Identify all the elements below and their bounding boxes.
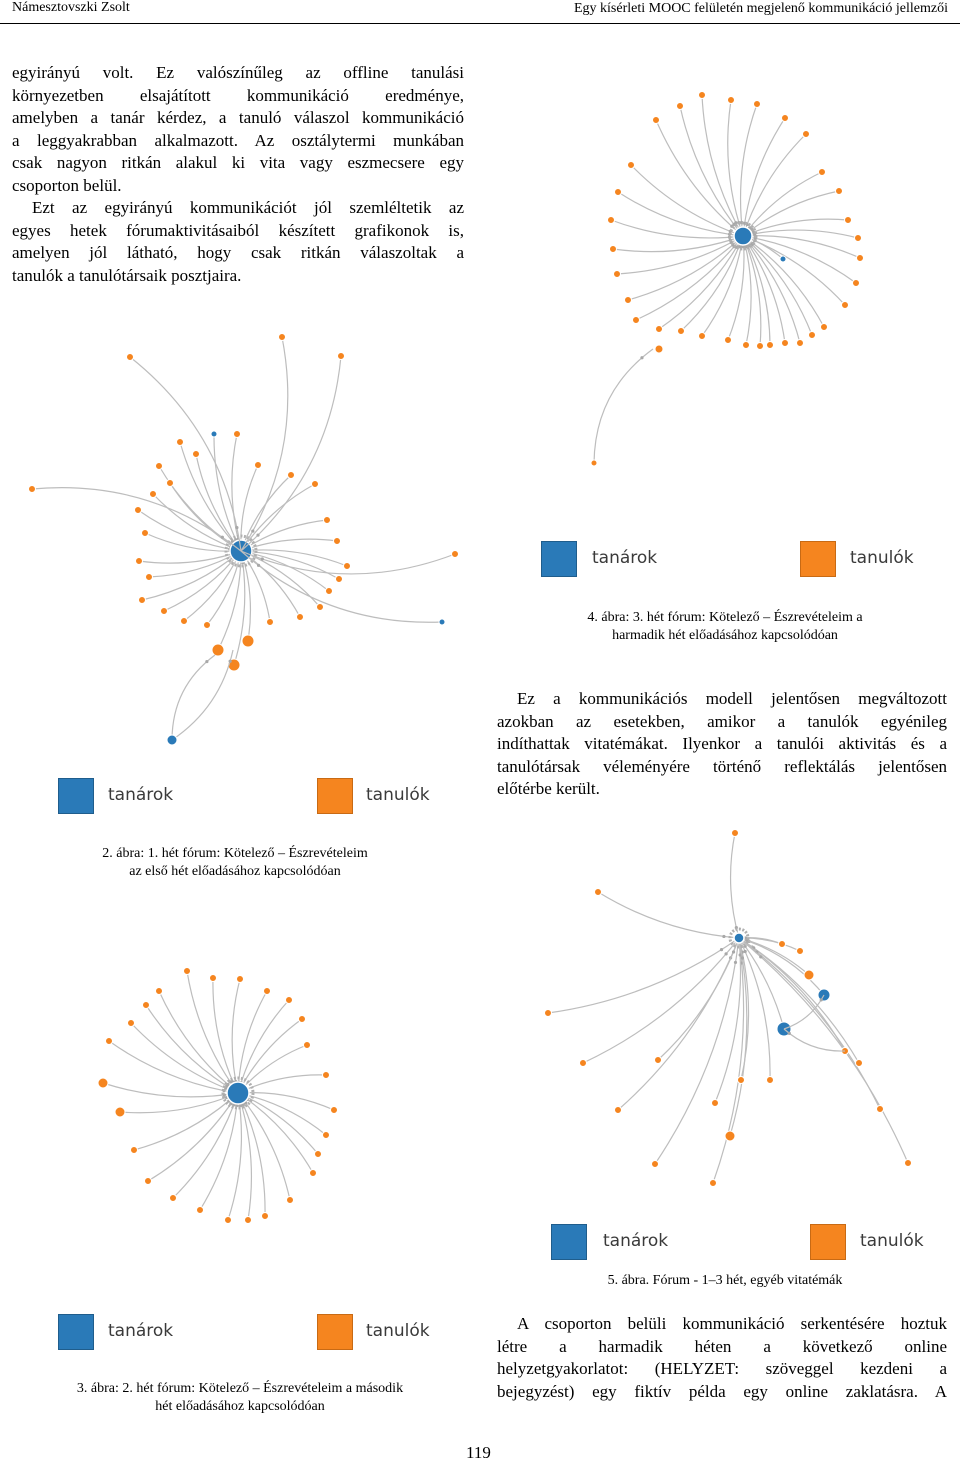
text-line: egyirányú volt. Ez valószínűleg az offline tanulási [12, 63, 464, 82]
student-node [288, 472, 295, 479]
student-node [204, 622, 211, 629]
student-node [743, 342, 750, 349]
fig2-legend-teacher-swatch [58, 778, 94, 814]
teacher-node [439, 619, 445, 625]
caption-line: 2. ábra: 1. hét fórum: Kötelező – Észrevételeim [102, 846, 368, 861]
student-node [225, 1217, 232, 1224]
student-node [210, 975, 217, 982]
student-node [150, 491, 157, 498]
network-edge [548, 938, 739, 1013]
edge-arrow [722, 935, 725, 938]
network-edge [139, 551, 241, 563]
student-node [299, 1016, 306, 1023]
student-node [580, 1060, 587, 1067]
student-node [725, 337, 732, 344]
student-node [334, 538, 341, 545]
student-node [797, 948, 804, 955]
student-node [167, 480, 174, 487]
student-node [161, 608, 168, 615]
student-node [877, 1106, 884, 1113]
edge-arrow [744, 950, 747, 953]
edge-arrow [725, 952, 728, 955]
figure-5-caption [560, 1272, 890, 1290]
header-title: Egy kísérleti MOOC felületén megjelenő kommunikáció jellemzői [573, 1, 948, 16]
fig4-legend-student-swatch [800, 541, 836, 577]
edge-arrow [820, 998, 823, 1001]
student-node [767, 1077, 774, 1084]
student-node [170, 1195, 177, 1202]
teacher-hub-node [734, 227, 752, 245]
student-node [193, 451, 200, 458]
student-node [312, 481, 319, 488]
student-node [297, 614, 304, 621]
student-node [677, 103, 684, 110]
caption-line: hét előadásához kapcsolódóan [155, 1399, 325, 1414]
fig4-legend-student-label: tanulók [850, 548, 914, 568]
figure-4-network [591, 92, 864, 467]
edge-arrow [235, 526, 238, 529]
student-node [106, 1038, 113, 1045]
text-line-content: Ezt az egyirányú kommunikációt jól szemléltetik az [32, 198, 464, 217]
network-edge [134, 1093, 238, 1150]
student-node [608, 217, 615, 224]
student-node [842, 302, 849, 309]
network-edge [731, 833, 739, 938]
network-edge [681, 236, 743, 331]
fig4-legend-teacher-swatch [541, 541, 577, 577]
fig2-legend-student-label: tanulók [366, 785, 430, 805]
edge-arrow [720, 948, 723, 951]
student-node [797, 340, 804, 347]
student-node [323, 1132, 330, 1139]
figure-3-caption [40, 1380, 440, 1416]
network-edge [594, 349, 653, 463]
text-line: előtérbe került. [497, 779, 600, 798]
student-node [304, 1042, 311, 1049]
student-node [545, 1010, 552, 1017]
figure-5-network [545, 830, 912, 1187]
edge-arrow [229, 660, 232, 663]
student-node [845, 217, 852, 224]
text-line: indíthattak vitatémákat. Ilyenkor a tanulói aktivitás és a [497, 734, 947, 753]
student-node [331, 1107, 338, 1114]
student-node [184, 968, 191, 975]
network-edge [739, 938, 908, 1163]
fig5-legend-teacher-label: tanárok [603, 1231, 669, 1251]
student-node [245, 1217, 252, 1224]
edge-arrow [734, 961, 737, 964]
edge-arrow [741, 956, 744, 959]
network-edge [784, 1029, 845, 1051]
student-node [234, 431, 241, 438]
student-node [836, 188, 843, 195]
network-edge [680, 106, 743, 236]
header-author: Námesztovszki Zsolt [12, 0, 130, 15]
figure-4-caption [555, 609, 895, 645]
network-edge [238, 1045, 307, 1093]
text-line-content: A csoporton belüli kommunikáció serkentésére hoztuk [517, 1314, 947, 1333]
student-node [127, 354, 134, 361]
caption-line: az első hét előadásához kapcsolódóan [129, 864, 341, 879]
network-edge [159, 466, 241, 551]
edge-arrow [221, 536, 224, 539]
student-node [344, 563, 351, 570]
student-node [310, 1170, 317, 1177]
student-node [156, 988, 163, 995]
student-node [326, 588, 333, 595]
student-node [754, 101, 761, 108]
text-line: amelyen jól látható, hogy csak ritkán válaszoltak a [12, 243, 464, 262]
network-edge [743, 230, 858, 238]
student-node [279, 334, 286, 341]
edge-arrow [640, 356, 643, 359]
caption-line: 4. ábra: 3. hét fórum: Kötelező – Észrevételeim a [587, 610, 863, 625]
network-edge [170, 483, 241, 551]
student-node [237, 976, 244, 983]
student-node [610, 246, 617, 253]
fig3-legend-student-label: tanulók [366, 1321, 430, 1341]
student-node [779, 941, 786, 948]
edge-arrow [257, 564, 260, 567]
edge-arrow [261, 557, 264, 560]
network-edge [743, 236, 761, 346]
student-node [628, 162, 635, 169]
student-node [29, 486, 36, 493]
student-node [712, 1100, 719, 1107]
student-node [738, 1077, 745, 1084]
student-node [135, 507, 142, 514]
student-node [262, 1213, 269, 1220]
network-edge [713, 938, 744, 1183]
student-node [98, 1078, 108, 1088]
caption-line: harmadik hét előadásához kapcsolódóan [612, 628, 838, 643]
student-node [725, 1131, 735, 1141]
text-line: környezetben elsajátított kommunikáció eredménye, [12, 85, 464, 105]
student-node [197, 1207, 204, 1214]
student-node [782, 340, 789, 347]
student-node [595, 889, 602, 896]
network-edge [613, 236, 743, 252]
text-line: helyzetgyakorlatot: (HELYZET: szöveggel kezdeni a [497, 1359, 947, 1378]
text-line: egyes hetek fórumaktivitásaiból készített grafikonok is, [12, 220, 464, 240]
student-node [264, 988, 271, 995]
student-node [656, 326, 663, 333]
student-node [128, 1020, 135, 1027]
student-node [255, 462, 262, 469]
network-edge [743, 191, 839, 236]
student-node [136, 558, 143, 565]
network-edge [228, 1093, 241, 1220]
fig5-legend-teacher-swatch [551, 1224, 587, 1260]
fig3-legend-teacher-label: tanárok [108, 1321, 174, 1341]
teacher-node [167, 735, 177, 745]
text-line: amelyben a tanár kérdez, a tanuló válaszol kommunikáció [12, 108, 464, 127]
student-node [853, 280, 860, 287]
text-line: tanulótársak véleményére történő reflektálás jelentősen [497, 756, 947, 776]
student-node [809, 332, 816, 339]
network-edge [598, 892, 739, 938]
network-edge [120, 1093, 238, 1113]
page-number: 119 [466, 1443, 491, 1462]
student-node [143, 1002, 150, 1009]
student-node [242, 635, 254, 647]
student-node [139, 597, 146, 604]
teacher-hub-node [734, 933, 744, 943]
figure-2-caption [60, 845, 410, 881]
network-edge [741, 104, 757, 236]
fig3-legend-student-swatch [317, 1314, 353, 1350]
fig3-legend-teacher-swatch [58, 1314, 94, 1350]
edge-arrow [732, 950, 735, 953]
student-node [655, 1057, 662, 1064]
network-edge [200, 1093, 238, 1210]
student-node [905, 1160, 912, 1167]
student-node [145, 1178, 152, 1185]
student-node [633, 317, 640, 324]
text-line: csak nagyon ritkán alakul ki vita vagy eszmecsere egy [12, 153, 464, 172]
edge-arrow [788, 1032, 791, 1035]
student-node [614, 271, 621, 278]
student-node [317, 604, 324, 611]
edge-arrow [256, 534, 259, 537]
fig5-legend-student-label: tanulók [860, 1231, 924, 1251]
student-node [710, 1180, 717, 1187]
network-edge [743, 134, 806, 236]
student-node [757, 343, 764, 350]
figure-2-network [29, 334, 459, 746]
student-node [821, 324, 828, 331]
text-line: azokban az esetekben, amikor a tanulók egyénileg [497, 711, 947, 731]
student-node [146, 574, 153, 581]
student-node [115, 1107, 125, 1117]
student-node [212, 644, 224, 656]
text-line: bejegyzést) egy fiktív példa egy online zaklatásra. A [497, 1381, 947, 1401]
student-node [323, 1072, 330, 1079]
edge-arrow [205, 660, 208, 663]
student-node [732, 830, 739, 837]
network-edge [739, 938, 880, 1109]
student-node [767, 342, 774, 349]
network-edge [730, 938, 747, 1136]
student-node [156, 463, 163, 470]
fig4-legend-teacher-label: tanárok [592, 548, 658, 568]
network-edge [238, 1093, 334, 1110]
text-line: létre a harmadik héten a következő online [497, 1336, 947, 1356]
edge-arrow [251, 529, 254, 532]
student-node [652, 1161, 659, 1168]
student-node [855, 235, 862, 242]
network-edge [159, 991, 238, 1093]
student-node [615, 189, 622, 196]
network-edge [658, 938, 739, 1060]
student-node [625, 297, 632, 304]
network-edge [241, 337, 288, 551]
student-node [177, 439, 184, 446]
edge-arrow [759, 955, 762, 958]
student-node [699, 333, 706, 340]
student-node [591, 460, 597, 466]
student-node [142, 530, 149, 537]
text-line-content: Ez a kommunikációs modell jelentősen megváltozott [517, 689, 947, 708]
student-node [324, 517, 331, 524]
fig5-legend-student-swatch [810, 1224, 846, 1260]
student-node [804, 970, 814, 980]
teacher-node [780, 256, 786, 262]
fig2-legend-teacher-label: tanárok [108, 785, 174, 805]
student-node [452, 551, 459, 558]
student-node [336, 576, 343, 583]
student-node [728, 97, 735, 104]
text-line: csoporton belül. [12, 175, 122, 195]
student-node [653, 117, 660, 124]
network-edge [172, 655, 215, 740]
student-node [338, 353, 345, 360]
student-node [856, 1060, 863, 1067]
student-node [131, 1147, 138, 1154]
student-node [286, 997, 293, 1004]
student-node [678, 328, 685, 335]
student-node [655, 345, 663, 353]
student-node [181, 618, 188, 625]
caption-line: 3. ábra: 2. hét fórum: Kötelező – Észrevételeim a második [76, 1381, 404, 1396]
student-node [615, 1107, 622, 1114]
text-line: tanulók a tanulótársaik posztjaira. [12, 265, 242, 285]
figure-3-network [98, 968, 338, 1224]
student-node [857, 255, 864, 262]
text-line: a leggyakrabban alkalmazott. Az osztálytermi munkában [12, 130, 464, 150]
network-edge [148, 1093, 238, 1181]
student-node [287, 1197, 294, 1204]
student-node [315, 1151, 322, 1158]
fig2-legend-student-swatch [317, 778, 353, 814]
teacher-hub-node [227, 1082, 249, 1104]
student-node [819, 169, 826, 176]
student-node [782, 115, 789, 122]
student-node [699, 92, 706, 99]
network-edge [234, 551, 245, 665]
student-node [803, 131, 810, 138]
student-node [267, 619, 274, 626]
teacher-node [211, 431, 217, 437]
caption-line: 5. ábra. Fórum - 1–3 hét, egyéb vitatémák [607, 1273, 843, 1288]
